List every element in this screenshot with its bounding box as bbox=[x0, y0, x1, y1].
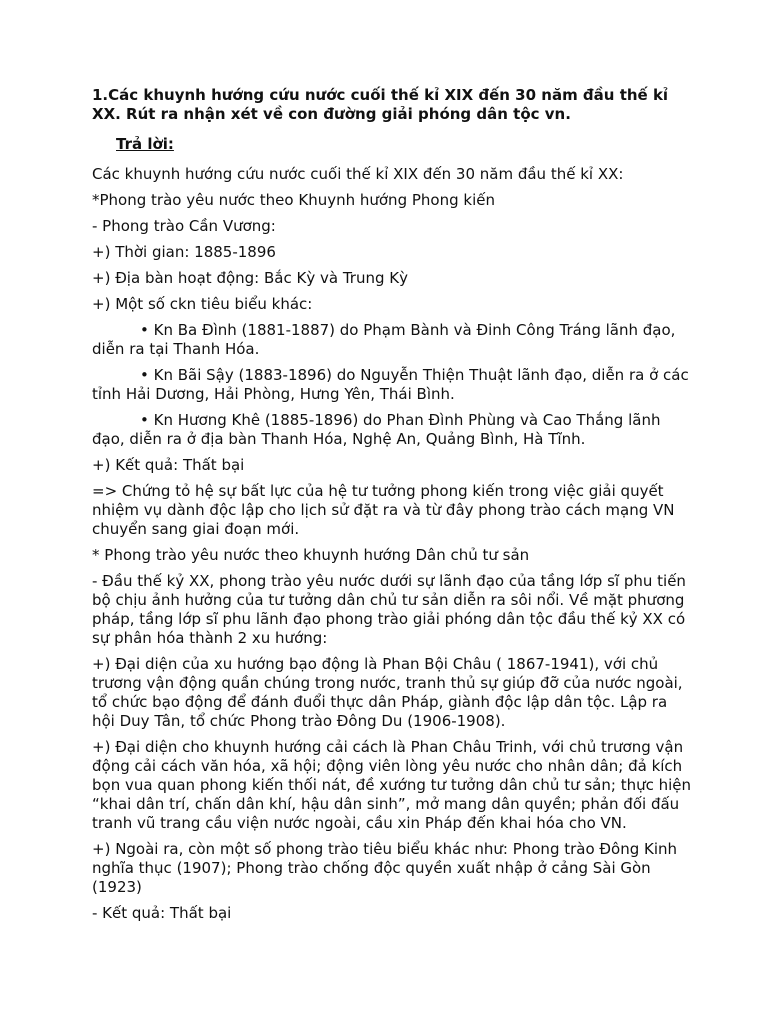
paragraph-area: +) Địa bàn hoạt động: Bắc Kỳ và Trung Kỳ bbox=[92, 269, 408, 287]
paragraph-phan-boi-chau: +) Đại diện của xu hướng bạo động là Phan Bội Châu ( 1867-1941), với chủ trương vận động quần chúng trong nước, tranh thủ sự giúp đỡ của nước ngoài, tổ chức bạo động để đánh đuổi thực dân Pháp, giành độc lập dân tộc. Lập ra hội Duy Tân, tổ chức Phong trào Đông Du (1906-1908). bbox=[92, 655, 683, 730]
heading-bourgeois-trend: * Phong trào yêu nước theo khuynh hướng Dân chủ tư sản bbox=[92, 546, 530, 564]
paragraph-early-20th: - Đầu thế kỷ XX, phong trào yêu nước dưới sự lãnh đạo của tầng lớp sĩ phu tiến bộ chịu ảnh hưởng của tư tưởng dân chủ tư sản diễn ra sôi nổi. Về mặt phương pháp, tầng lớp sĩ phu lãnh đạo phong trào giải phóng dân tộc đầu thế kỷ XX có sự phân hóa thành 2 xu hướng: bbox=[92, 572, 686, 647]
paragraph-phan-chau-trinh: +) Đại diện cho khuynh hướng cải cách là Phan Châu Trinh, với chủ trương vận động cải cách văn hóa, xã hội; động viên lòng yêu nước cho nhân dân; đả kích bọn vua quan phong kiến thối nát, đề xướng tư tưởng dân chủ tư sản; thực hiện “khai dân trí, chấn dân khí, hậu dân sinh”, mở mang dân quyền; phản đối đấu tranh vũ trang cầu viện nước ngoài, cầu xin Pháp đến khai hóa cho VN. bbox=[92, 738, 692, 832]
paragraph-conclusion-1: => Chứng tỏ hệ sự bất lực của hệ tư tưởng phong kiến trong việc giải quyết nhiệm vụ dành độc lập cho lịch sử đặt ra và từ đây phong trào cách mạng VN chuyển sang giai đoạn mới. bbox=[92, 482, 675, 538]
paragraph-uprisings-intro: +) Một số ckn tiêu biểu khác: bbox=[92, 295, 313, 313]
bullet-bai-say: • Kn Bãi Sậy (1883-1896) do Nguyễn Thiện Thuật lãnh đạo, diễn ra ở các tỉnh Hải Dương, Hải Phòng, Hưng Yên, Thái Bình. bbox=[92, 366, 689, 403]
document-page bbox=[92, 86, 692, 930]
bullet-huong-khe: • Kn Hương Khê (1885-1896) do Phan Đình Phùng và Cao Thắng lãnh đạo, diễn ra ở địa bàn Thanh Hóa, Nghệ An, Quảng Bình, Hà Tĩnh. bbox=[92, 411, 661, 448]
heading-can-vuong: - Phong trào Cần Vương: bbox=[92, 217, 276, 235]
document-title: 1.Các khuynh hướng cứu nước cuối thế kỉ XIX đến 30 năm đầu thế kỉ XX. Rút ra nhận xét về con đường giải phóng dân tộc vn. bbox=[92, 86, 669, 123]
bullet-ba-dinh: • Kn Ba Đình (1881-1887) do Phạm Bành và Đinh Công Tráng lãnh đạo, diễn ra tại Thanh Hóa. bbox=[92, 321, 676, 358]
answer-label: Trả lời: bbox=[116, 135, 174, 153]
paragraph-result-2: - Kết quả: Thất bại bbox=[92, 904, 232, 922]
paragraph-intro: Các khuynh hướng cứu nước cuối thế kỉ XIX đến 30 năm đầu thế kỉ XX: bbox=[92, 165, 624, 183]
paragraph-other-movements: +) Ngoài ra, còn một số phong trào tiêu biểu khác như: Phong trào Đông Kinh nghĩa thục (1907); Phong trào chống độc quyền xuất nhập ở cảng Sài Gòn (1923) bbox=[92, 840, 678, 896]
heading-feudal-trend: *Phong trào yêu nước theo Khuynh hướng Phong kiến bbox=[92, 191, 495, 209]
paragraph-time: +) Thời gian: 1885-1896 bbox=[92, 243, 276, 261]
paragraph-result-1: +) Kết quả: Thất bại bbox=[92, 456, 245, 474]
